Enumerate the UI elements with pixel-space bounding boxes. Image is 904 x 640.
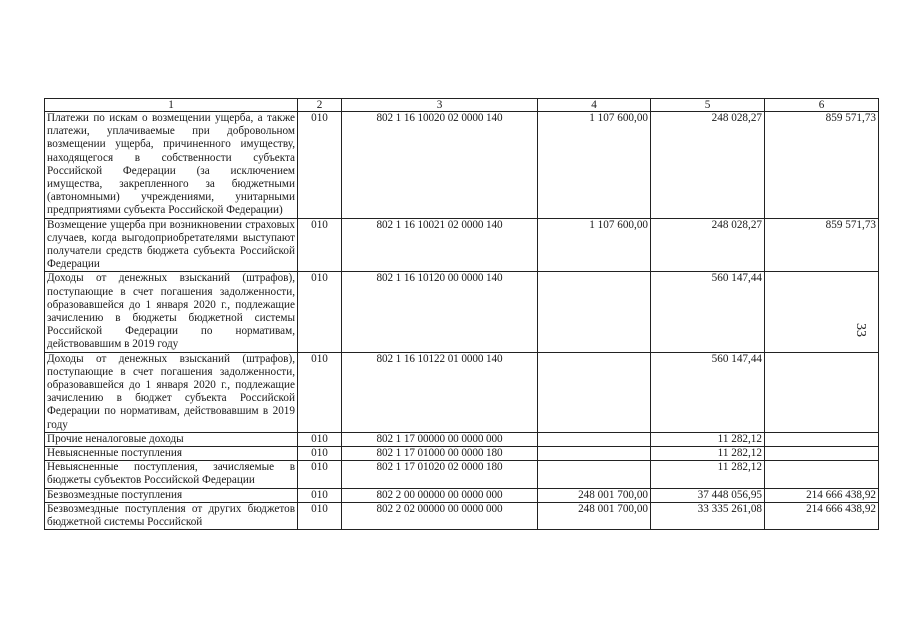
table-row: [45, 352, 879, 432]
row-name: Невыясненные поступления: [45, 447, 298, 461]
row-admin-code: 010: [298, 432, 342, 446]
row-name: Невыясненные поступления, зачисляемые в бюджеты субъектов Российской Федерации: [45, 461, 298, 488]
row-name: Доходы от денежных взысканий (штрафов), поступающие в счет погашения задолженности, образовавшейся до 1 января 2020 г., подлежащие зачислению в бюджеты бюджетной системы Российской Федерации по нормативам, действовавшим в 2019 году: [45, 272, 298, 352]
header-col-4: 4: [538, 99, 651, 112]
table-row: [45, 447, 879, 461]
row-budget-code: 802 1 16 10122 01 0000 140: [342, 352, 538, 432]
page-number: 33: [853, 323, 868, 337]
revenue-table: [44, 98, 879, 530]
row-col6: [765, 432, 879, 446]
row-col6: 859 571,73: [765, 218, 879, 272]
row-col4: [538, 447, 651, 461]
row-name: Доходы от денежных взысканий (штрафов), поступающие в счет погашения задолженности, образовавшейся до 1 января 2020 г., подлежащие зачислению в бюджет субъекта Российской Федерации по нормативам, действовавшим в 2019 году: [45, 352, 298, 432]
row-col6: 859 571,73: [765, 112, 879, 219]
row-col6: [765, 461, 879, 488]
table-row: [45, 432, 879, 446]
row-col4: 248 001 700,00: [538, 502, 651, 529]
row-admin-code: 010: [298, 461, 342, 488]
row-admin-code: 010: [298, 272, 342, 352]
row-col5: 33 335 261,08: [651, 502, 765, 529]
row-name: Прочие неналоговые доходы: [45, 432, 298, 446]
row-col5: 248 028,27: [651, 112, 765, 219]
row-admin-code: 010: [298, 218, 342, 272]
row-name: Возмещение ущерба при возникновении страховых случаев, когда выгодоприобретателями выступают получатели средств бюджета субъекта Российской Федерации: [45, 218, 298, 272]
row-name: Безвозмездные поступления от других бюджетов бюджетной системы Российской: [45, 502, 298, 529]
row-col5: 11 282,12: [651, 432, 765, 446]
row-col6: [765, 447, 879, 461]
header-col-1: 1: [45, 99, 298, 112]
row-col5: 560 147,44: [651, 272, 765, 352]
table-row: [45, 272, 879, 352]
row-budget-code: 802 1 16 10021 02 0000 140: [342, 218, 538, 272]
row-budget-code: 802 1 17 01020 02 0000 180: [342, 461, 538, 488]
row-budget-code: 802 1 16 10020 02 0000 140: [342, 112, 538, 219]
row-col4: 1 107 600,00: [538, 218, 651, 272]
row-col5: 11 282,12: [651, 447, 765, 461]
row-col5: 560 147,44: [651, 352, 765, 432]
row-col4: [538, 432, 651, 446]
table-row: [45, 461, 879, 488]
row-col6: 214 666 438,92: [765, 502, 879, 529]
row-admin-code: 010: [298, 502, 342, 529]
row-admin-code: 010: [298, 447, 342, 461]
row-admin-code: 010: [298, 488, 342, 502]
row-col5: 11 282,12: [651, 461, 765, 488]
table-header-row: [45, 99, 879, 112]
row-budget-code: 802 1 16 10120 00 0000 140: [342, 272, 538, 352]
row-name: Безвозмездные поступления: [45, 488, 298, 502]
row-admin-code: 010: [298, 352, 342, 432]
table-row: [45, 502, 879, 529]
table-row: [45, 488, 879, 502]
row-budget-code: 802 2 00 00000 00 0000 000: [342, 488, 538, 502]
row-col6: [765, 352, 879, 432]
row-budget-code: 802 1 17 00000 00 0000 000: [342, 432, 538, 446]
document-sheet: [44, 98, 876, 530]
row-col4: 248 001 700,00: [538, 488, 651, 502]
row-col5: 248 028,27: [651, 218, 765, 272]
row-col4: 1 107 600,00: [538, 112, 651, 219]
table-row: [45, 112, 879, 219]
row-col6: 214 666 438,92: [765, 488, 879, 502]
row-admin-code: 010: [298, 112, 342, 219]
header-col-3: 3: [342, 99, 538, 112]
row-budget-code: 802 1 17 01000 00 0000 180: [342, 447, 538, 461]
header-col-2: 2: [298, 99, 342, 112]
row-name: Платежи по искам о возмещении ущерба, а также платежи, уплачиваемые при добровольном возмещении ущерба, причиненного имуществу, находящегося в собственности субъекта Российской Федерации (за исключением имущества, закрепленного за бюджетными (автономными) учреждениями, унитарными предприятиями субъекта Российской Федерации): [45, 112, 298, 219]
row-col4: [538, 461, 651, 488]
header-col-5: 5: [651, 99, 765, 112]
table-row: [45, 218, 879, 272]
row-col4: [538, 272, 651, 352]
row-col4: [538, 352, 651, 432]
row-col5: 37 448 056,95: [651, 488, 765, 502]
row-budget-code: 802 2 02 00000 00 0000 000: [342, 502, 538, 529]
header-col-6: 6: [765, 99, 879, 112]
